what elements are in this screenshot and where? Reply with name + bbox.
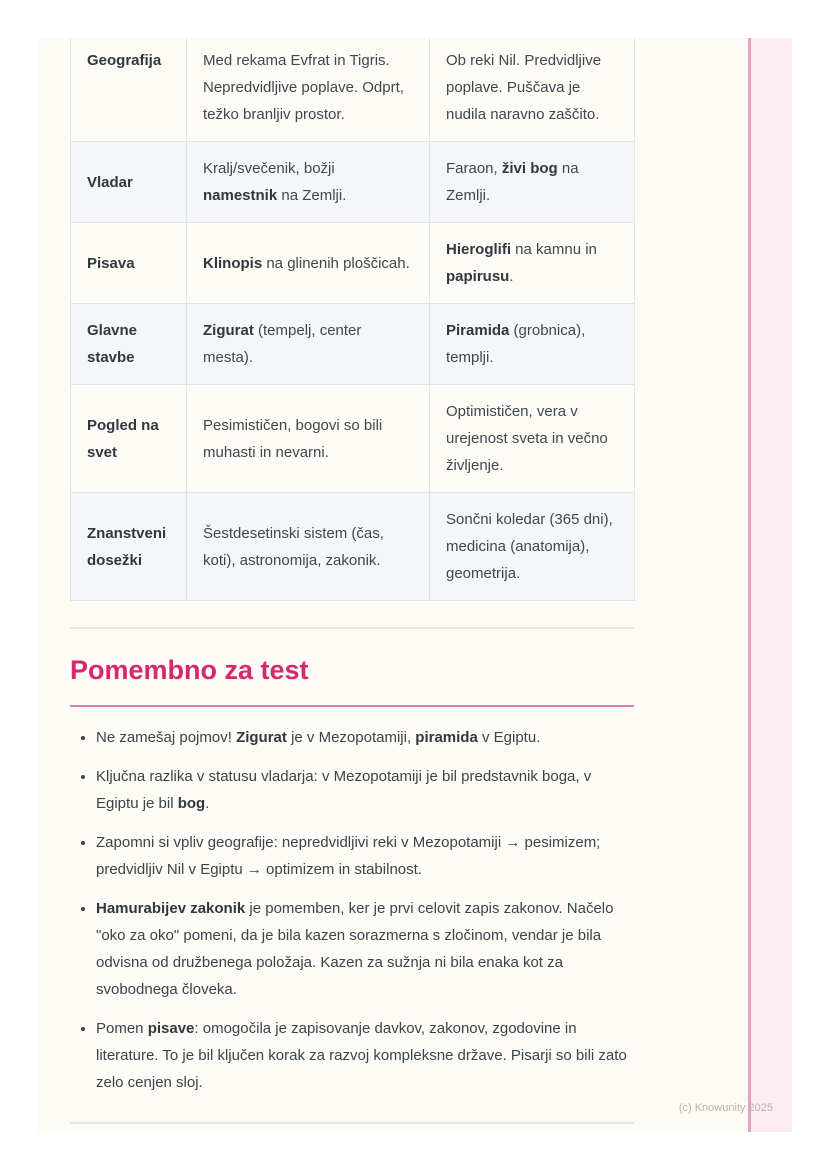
text-run: (tempelj, center mesta). bbox=[203, 322, 362, 366]
text-run: (grobnica), templji. bbox=[446, 322, 586, 366]
bold-text-run: živi bog bbox=[501, 160, 558, 177]
table-row bbox=[71, 223, 635, 304]
egypt-cell bbox=[430, 223, 635, 304]
bold-text-run: Klinopis bbox=[203, 254, 263, 272]
egypt-cell bbox=[430, 142, 635, 223]
bold-text-run: Zigurat bbox=[236, 729, 287, 746]
document-page bbox=[38, 38, 792, 1132]
text-run: na Zemlji. bbox=[446, 160, 579, 204]
list-item bbox=[96, 829, 634, 883]
text-run: Med rekama Evfrat in Tigris. Nepredvidljive poplave. Odprt, težko branljiv prostor. bbox=[203, 52, 404, 123]
list-item bbox=[96, 763, 634, 817]
bold-text-run: piramida bbox=[415, 729, 478, 746]
list-item bbox=[96, 895, 634, 1003]
egypt-cell bbox=[430, 493, 635, 601]
footer-credit: (c) Knowunity 2025 bbox=[678, 1102, 773, 1114]
bold-text-run: bog bbox=[177, 795, 206, 812]
text-run: Pesimističen, bogovi so bili muhasti in nevarni. bbox=[203, 416, 383, 461]
section-divider-top bbox=[70, 627, 634, 629]
test-notes-list bbox=[70, 724, 634, 1096]
table-row bbox=[71, 142, 635, 223]
text-run: Faraon, bbox=[446, 160, 502, 177]
text-run: je v Mezopotamiji, bbox=[286, 729, 416, 746]
text-run: Šestdesetinski sistem (čas, koti), astronomija, zakonik. bbox=[203, 524, 384, 569]
bold-text-run: Hieroglifi bbox=[446, 241, 512, 258]
bold-text-run: pisave bbox=[147, 1020, 195, 1037]
text-run: na Zemlji. bbox=[277, 187, 347, 204]
egypt-cell bbox=[430, 38, 635, 142]
bold-text-run: Hamurabijev zakonik bbox=[96, 900, 246, 917]
text-run: . bbox=[205, 795, 210, 812]
text-run: v Egiptu. bbox=[477, 729, 541, 746]
text-run: Ob reki Nil. Predvidljive poplave. Puščava je nudila naravno zaščito. bbox=[446, 52, 602, 123]
text-run: na glinenih ploščicah. bbox=[262, 254, 410, 272]
egypt-cell bbox=[430, 385, 635, 493]
bold-text-run: Zigurat bbox=[203, 322, 254, 339]
table-row bbox=[71, 385, 635, 493]
text-run: je pomemben, ker je prvi celovit zapis zakonov. Načelo "oko za oko" pomeni, da je bila kazen sorazmerna s zločinom, vendar je bila odvisna od družbenega položaja. Kazen za sužnja ni bila enaka kot za svobodnega človeka. bbox=[96, 900, 614, 998]
bold-text-run: namestnik bbox=[203, 187, 278, 204]
text-run: na kamnu in bbox=[511, 241, 597, 258]
text-run: Kralj/svečenik, božji bbox=[203, 160, 335, 177]
mesopotamia-cell bbox=[187, 385, 430, 493]
section-title: Pomembno za test bbox=[70, 655, 309, 685]
table-row bbox=[71, 493, 635, 601]
mesopotamia-cell bbox=[187, 223, 430, 304]
page-edge-band bbox=[748, 38, 792, 1132]
text-run: Ključna razlika v statusu vladarja: v Mezopotamiji je bil predstavnik boga, v Egiptu je bil bbox=[96, 768, 592, 812]
row-header-cell: Pogled na svet bbox=[71, 385, 187, 493]
text-run: Zapomni si vpliv geografije: nepredvidljivi reki v Mezopotamiji → pesimizem; predvidljiv Nil v Egiptu → optimizem in stabilnost. bbox=[96, 834, 601, 878]
table-row bbox=[71, 304, 635, 385]
list-item bbox=[96, 724, 634, 751]
row-header-cell: Geografija bbox=[71, 38, 187, 142]
text-run: Pomen bbox=[96, 1020, 148, 1037]
comparison-table bbox=[70, 38, 635, 601]
row-header-cell: Vladar bbox=[71, 142, 187, 223]
mesopotamia-cell bbox=[187, 304, 430, 385]
bold-text-run: Piramida bbox=[446, 322, 510, 339]
egypt-cell bbox=[430, 304, 635, 385]
comparison-table-body bbox=[71, 38, 635, 601]
bold-text-run: papirusu bbox=[446, 268, 510, 285]
mesopotamia-cell bbox=[187, 38, 430, 142]
row-header-cell: Pisava bbox=[71, 223, 187, 304]
row-header-cell: Znanstveni dosežki bbox=[71, 493, 187, 601]
section-title-underline bbox=[70, 705, 634, 707]
mesopotamia-cell bbox=[187, 493, 430, 601]
text-run: : omogočila je zapisovanje davkov, zakonov, zgodovine in literature. To je bil ključen korak za razvoj kompleksne države. Pisarji so bili zato zelo cenjen sloj. bbox=[96, 1020, 627, 1091]
section-divider-bottom bbox=[70, 1122, 634, 1124]
text-run: . bbox=[509, 268, 514, 285]
page-content bbox=[70, 38, 634, 1124]
table-row bbox=[71, 38, 635, 142]
text-run: Ne zamešaj pojmov! bbox=[96, 729, 237, 746]
text-run: Sončni koledar (365 dni), medicina (anatomija), geometrija. bbox=[446, 511, 613, 582]
text-run: Optimističen, vera v urejenost sveta in večno življenje. bbox=[446, 403, 608, 474]
list-item bbox=[96, 1015, 634, 1096]
row-header-cell: Glavne stavbe bbox=[71, 304, 187, 385]
mesopotamia-cell bbox=[187, 142, 430, 223]
